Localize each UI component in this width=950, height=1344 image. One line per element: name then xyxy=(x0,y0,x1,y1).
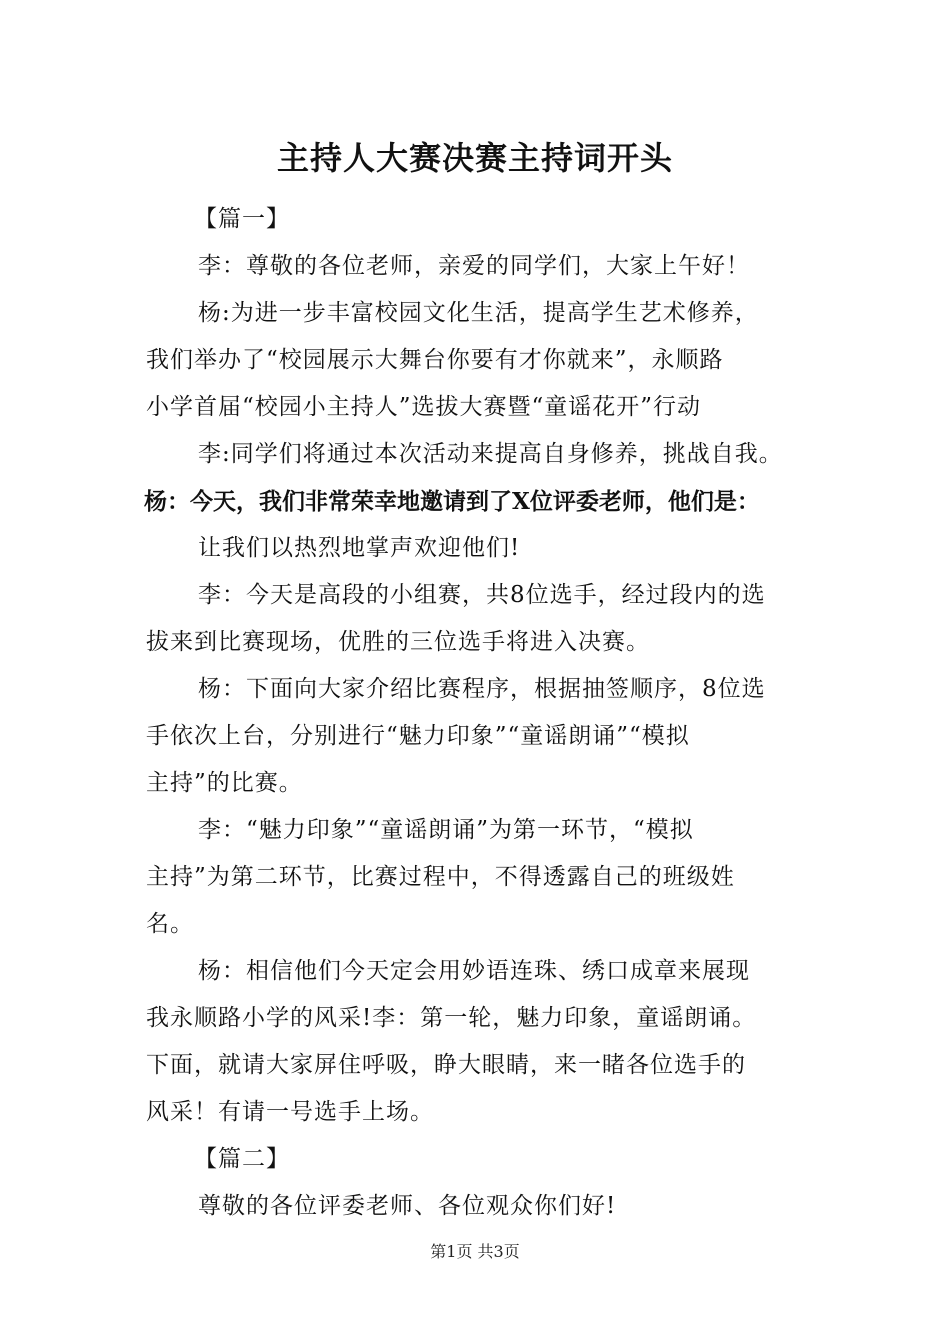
paragraph-line: 小学首届“校园小主持人”选拔大赛暨“童谣花开”行动 xyxy=(146,394,702,420)
paragraph-line: 下面，就请大家屏住呼吸，睁大眼睛，来一睹各位选手的 xyxy=(146,1052,746,1078)
paragraph-line: 杨:为进一步丰富校园文化生活，提高学生艺术修养， xyxy=(198,300,759,326)
paragraph-line: 我们举办了“校园展示大舞台你要有才你就来”，永顺路 xyxy=(146,347,724,373)
page-footer: 第1页 共3页 xyxy=(430,1242,520,1261)
paragraph-line: 风采！有请一号选手上场。 xyxy=(146,1099,434,1125)
paragraph-line: 杨：相信他们今天定会用妙语连珠、绣口成章来展现 xyxy=(198,958,750,984)
section-heading: 【篇二】 xyxy=(194,1146,290,1172)
paragraph-line: 李：尊敬的各位老师，亲爱的同学们，大家上午好！ xyxy=(198,253,750,279)
paragraph-line: 尊敬的各位评委老师、各位观众你们好! xyxy=(198,1193,617,1219)
document-body xyxy=(146,196,816,1230)
paragraph-line: 我永顺路小学的风采!李：第一轮，魅力印象，童谣朗诵。 xyxy=(146,1005,757,1031)
paragraph-line: 杨：下面向大家介绍比赛程序，根据抽签顺序，8位选 xyxy=(198,676,766,702)
paragraph-line: 拔来到比赛现场，优胜的三位选手将进入决赛。 xyxy=(146,629,650,655)
document-title: 主持人大赛决赛主持词开头 xyxy=(276,139,673,177)
paragraph-line: 李：“魅力印象”“童谣朗诵”为第一环节，“模拟 xyxy=(198,817,694,843)
paragraph-line: 主持”为第二环节，比赛过程中，不得透露自己的班级姓 xyxy=(146,864,735,890)
section-heading: 【篇一】 xyxy=(194,206,290,232)
paragraph-line: 手依次上台，分别进行“魅力印象”“童谣朗诵”“模拟 xyxy=(146,723,690,749)
paragraph-line: 名。 xyxy=(146,911,194,937)
paragraph-line: 主持”的比赛。 xyxy=(146,770,303,796)
paragraph-line: 李：今天是高段的小组赛，共8位选手，经过段内的选 xyxy=(198,582,766,608)
paragraph-line: 让我们以热烈地掌声欢迎他们! xyxy=(198,535,521,561)
paragraph-line: 杨：今天，我们非常荣幸地邀请到了X位评委老师，他们是： xyxy=(144,488,760,515)
paragraph-line: 李:同学们将通过本次活动来提高自身修养，挑战自我。 xyxy=(198,441,783,467)
